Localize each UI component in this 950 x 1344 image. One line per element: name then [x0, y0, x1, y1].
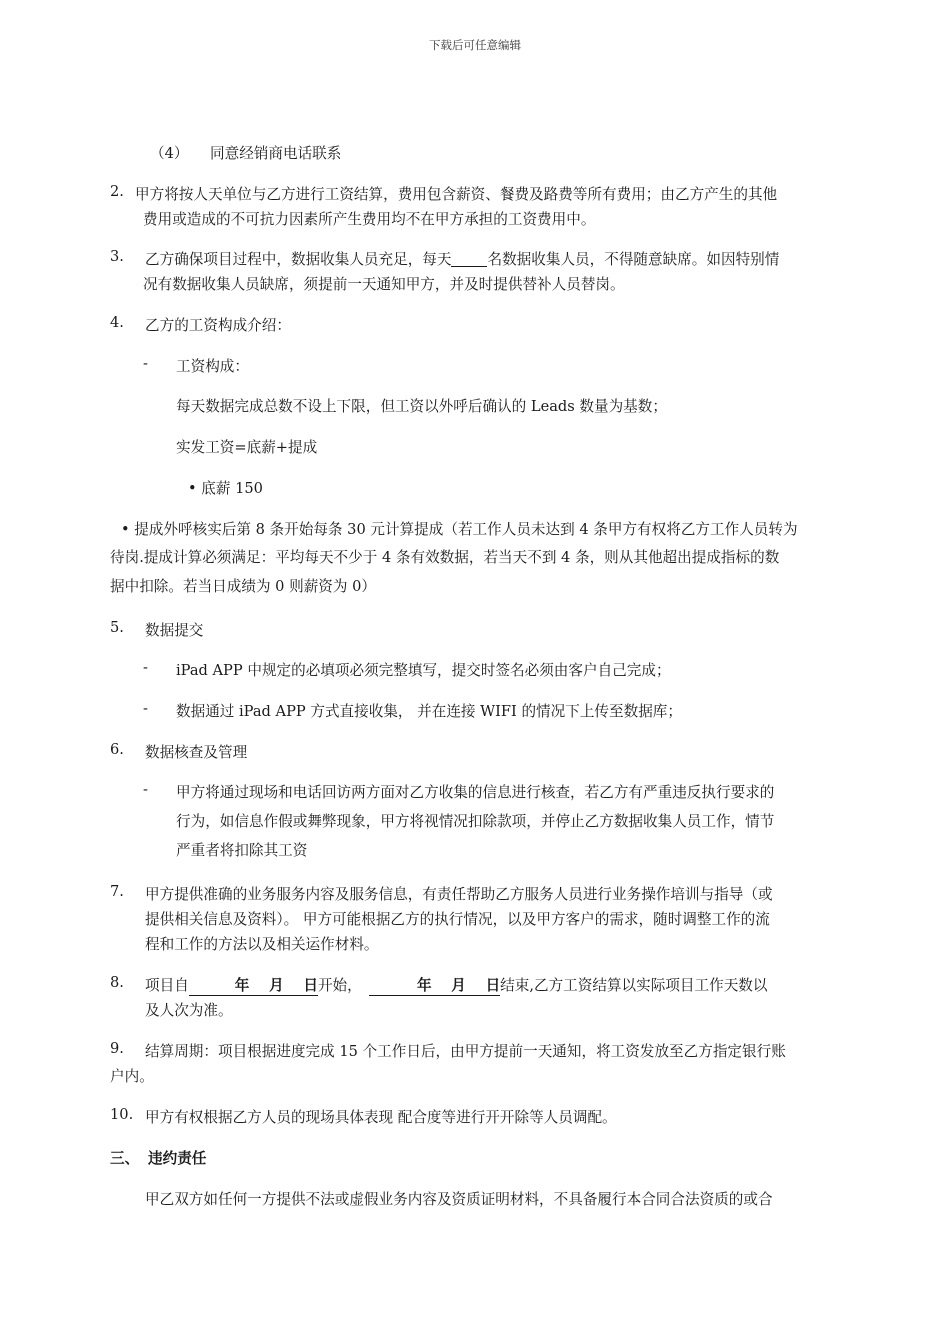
blank-underline — [451, 251, 487, 267]
bullet-item: • 底薪 150 — [188, 480, 263, 497]
item-text: 工资构成： — [176, 358, 249, 375]
item-text: 行为，如信息作假或舞弊现象，甲方将视情况扣除款项，并停止乙方数据收集人员工作，情节 — [176, 813, 775, 830]
date-blank: 年 月 日 — [189, 974, 318, 996]
item-text: 费用或造成的不可抗力因素所产生费用均不在甲方承担的工资费用中。 — [143, 211, 596, 228]
bullet-item: • 提成外呼核实后第 8 条开始每条 30 元计算提成（若工作人员未达到 4 条甲方有权将乙方工作人员转为 — [121, 521, 798, 538]
dash-bullet: - — [143, 781, 148, 798]
item-text: 甲方将按人天单位与乙方进行工资结算，费用包含薪资、餐费及路费等所有费用；由乙方产生的其他 — [135, 186, 778, 203]
item-number: 10. — [110, 1106, 134, 1123]
item-text: 及人次为准。 — [145, 1002, 233, 1019]
page-header: 下载后可任意编辑 — [429, 38, 521, 52]
paragraph: 每天数据完成总数不设上下限，但工资以外呼后确认的 Leads 数量为基数； — [176, 398, 667, 415]
item-text: 数据核查及管理 — [145, 744, 248, 761]
dash-bullet: - — [143, 659, 148, 676]
item-number: 8. — [110, 974, 124, 991]
item-text: 结算周期：项目根据进度完成 15 个工作日后，由甲方提前一天通知，将工资发放至乙方指定银行账 — [145, 1043, 786, 1060]
item-number: 4. — [110, 314, 124, 331]
item-number: 2. — [110, 183, 124, 200]
section-title: 违约责任 — [148, 1150, 207, 1167]
item-number: 5. — [110, 619, 124, 636]
section-number: 三、 — [110, 1150, 140, 1167]
date-blank: 年 月 日 — [369, 974, 500, 996]
item-number: 9. — [110, 1040, 124, 1057]
item-text: 乙方的工资构成介绍： — [145, 317, 291, 334]
item-text: 数据通过 iPad APP 方式直接收集， 并在连接 WIFI 的情况下上传至数据库； — [176, 703, 682, 720]
item-text: 乙方确保项目过程中，数据收集人员充足，每天 名数据收集人员，不得随意缺席。如因特别情 — [145, 251, 780, 268]
item-text: 提供相关信息及资料）。 甲方可能根据乙方的执行情况，以及甲方客户的需求，随时调整工作的流 — [145, 911, 770, 928]
item-number: 6. — [110, 741, 124, 758]
item-text: 甲方将通过现场和电话回访两方面对乙方收集的信息进行核查，若乙方有严重违反执行要求的 — [176, 784, 775, 801]
dash-bullet: - — [143, 700, 148, 717]
item-text: iPad APP 中规定的必填项必须完整填写，提交时签名必须由客户自己完成； — [176, 662, 671, 679]
paragraph: 甲乙双方如任何一方提供不法或虚假业务内容及资质证明材料，不具备履行本合同合法资质的或合 — [145, 1191, 773, 1208]
paragraph: 据中扣除。若当日成绩为 0 则薪资为 0） — [110, 578, 376, 595]
sub-item-number: （4） — [150, 145, 189, 162]
sub-item-text: 同意经销商电话联系 — [210, 145, 342, 162]
item-text: 项目自 年 月 日开始， 年 月 日结束,乙方工资结算以实际项目工作天数以 — [145, 974, 768, 996]
item-text: 户内。 — [110, 1068, 154, 1085]
item-text: 况有数据收集人员缺席，须提前一天通知甲方，并及时提供替补人员替岗。 — [143, 276, 625, 293]
item-text: 甲方有权根据乙方人员的现场具体表现 配合度等进行开开除等人员调配。 — [145, 1109, 617, 1126]
item-number: 7. — [110, 883, 124, 900]
item-text: 数据提交 — [145, 622, 204, 639]
item-text: 甲方提供准确的业务服务内容及服务信息，有责任帮助乙方服务人员进行业务操作培训与指导（或 — [145, 886, 773, 903]
paragraph: 实发工资=底薪+提成 — [176, 439, 318, 456]
item-text: 程和工作的方法以及相关运作材料。 — [145, 936, 379, 953]
paragraph: 待岗.提成计算必须满足：平均每天不少于 4 条有效数据，若当天不到 4 条，则从其他超出提成指标的数 — [110, 549, 780, 566]
dash-bullet: - — [143, 355, 148, 372]
item-text: 严重者将扣除其工资 — [176, 842, 308, 859]
item-number: 3. — [110, 248, 124, 265]
